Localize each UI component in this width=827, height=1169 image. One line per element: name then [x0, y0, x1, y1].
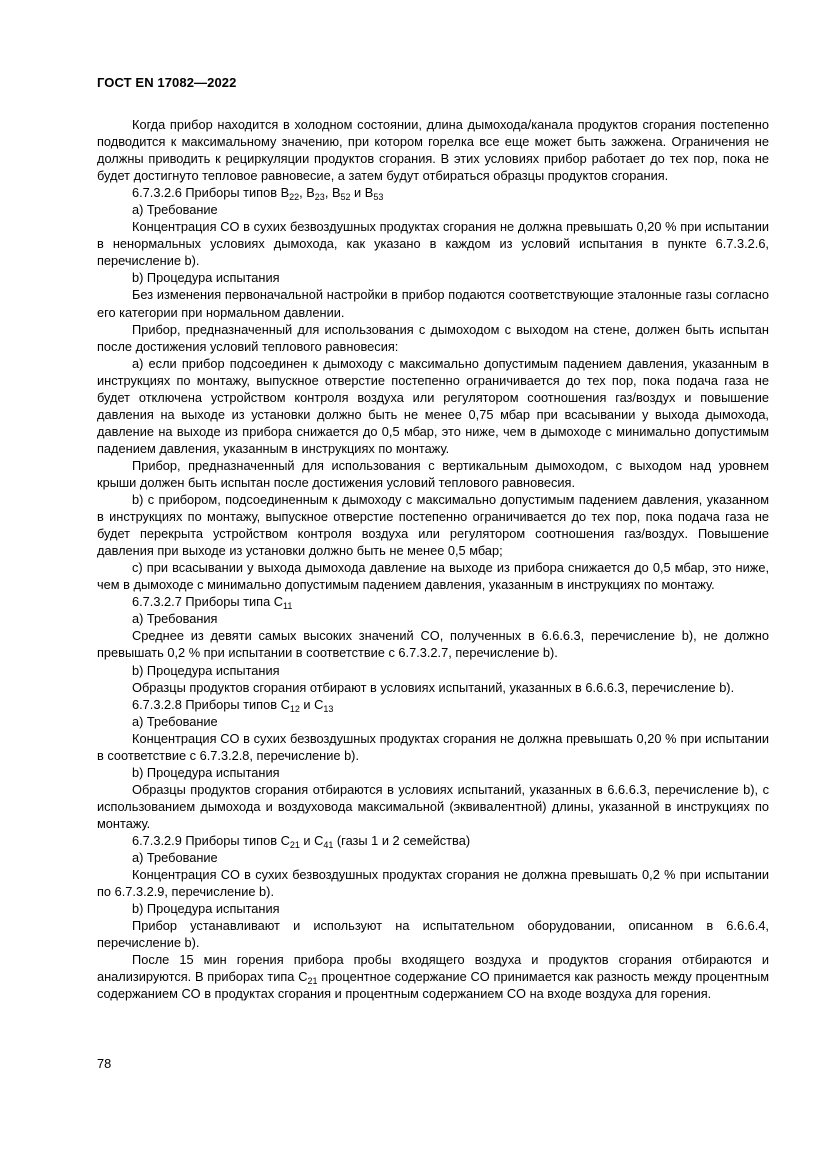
paragraph: Образцы продуктов сгорания отбирают в условиях испытаний, указанных в 6.6.6.3, перечисление b).: [132, 679, 735, 695]
clause-heading: [97, 832, 769, 849]
clause-title-text: 6.7.3.2.9 Приборы типов $C_{21}$ и $C_{41}$ (газы 1 и 2 семейства): [132, 832, 471, 850]
subheading: b) Процедура испытания: [132, 901, 280, 917]
paragraph: Без изменения первоначальной настройки в прибор подаются соответствующие эталонные газы согласно его категории при нормальном давлении.: [97, 287, 769, 320]
paragraph: Концентрация CO в сухих безвоздушных продуктах сгорания не должна превышать 0,20 % при испытании в ненормальных условиях дымохода, как указано в каждом из условий испытания в пункте 6.7.3.2.6, перечисление b).: [97, 219, 769, 269]
clause-heading: [97, 696, 769, 713]
paragraph: Прибор, предназначенный для использования с дымоходом с выходом на стене, должен быть испытан после достижения условий теплового равновесия:: [97, 321, 769, 354]
paragraph: c) при всасывании у выхода дымохода давление на выходе из прибора снижается до 0,5 мбар, это ниже, чем в дымоходе с минимально допустимым падением давления, указанным в инструкциях по монтажу.: [97, 560, 769, 593]
subheading: a) Требование: [132, 713, 218, 729]
page-number: 78: [97, 1056, 112, 1071]
paragraph: После 15 мин горения прибора пробы входящего воздуха и продуктов сгорания отбираются и анализируются. В приборах типа $C_{21}$ процентное содержание CO принимается как разность между процентным содержанием CO в продуктах сгорания и процентным содержанием CO на входе воздуха для горения.: [97, 952, 769, 1002]
document-header: ГОСТ EN 17082—2022: [97, 75, 237, 90]
subheading: a) Требование: [132, 850, 218, 866]
document-body: [97, 116, 769, 1002]
paragraph: Среднее из девяти самых высоких значений CO, полученных в 6.6.6.3, перечисление b), не должно превышать 0,2 % при испытании в соответствие с 6.7.3.2.7, перечисление b).: [97, 628, 769, 661]
subheading: a) Требование: [132, 202, 218, 218]
paragraph: Концентрация CO в сухих безвоздушных продуктах сгорания не должна превышать 0,2 % при испытании по 6.7.3.2.9, перечисление b).: [97, 867, 769, 900]
subheading: b) Процедура испытания: [132, 270, 280, 286]
subheading: a) Требования: [132, 611, 218, 627]
clause-title-text: 6.7.3.2.7 Приборы типа $C_{11}$: [132, 594, 293, 612]
paragraph: a) если прибор подсоединен к дымоходу с максимально допустимым падением давления, указанным в инструкциях по монтажу, выпускное отверстие постепенно ограничивается до тех пор, пока подача газа не будет отключена устройством контроля воздуха или регулятором соотношения газ/воздух и повышение давления на выходе из установки должно быть не менее 0,75 мбар при всасывании у выхода дымохода, давление на выходе из прибора снижается до 0,5 мбар, это ниже, чем в дымоходе с минимально допустимым падением давления, указанным в инструкциях по монтажу.: [97, 355, 769, 456]
subheading: b) Процедура испытания: [132, 764, 280, 780]
paragraph: Когда прибор находится в холодном состоянии, длина дымохода/канала продуктов сгорания постепенно подводится к максимальному значению, при котором горелка все еще может быть зажжена. Ограничения не должны приводить к рециркуляции продуктов сгорания. В этих условиях прибор работает до тех пор, пока не будет достигнуто тепловое равновесие, а затем будут отбираться образцы продуктов сгорания.: [97, 117, 769, 184]
paragraph: Прибор, предназначенный для использования с вертикальным дымоходом, с выходом над уровнем крыши должен быть испытан после достижения условий теплового равновесия.: [97, 457, 769, 490]
paragraph: Образцы продуктов сгорания отбираются в условиях испытаний, указанных в 6.6.6.3, перечисление b), с использованием дымохода и воздуховода максимальной (эквивалентной) длины, указанной в инструкциях по монтажу.: [97, 781, 769, 831]
paragraph: Прибор устанавливают и используют на испытательном оборудовании, описанном в 6.6.6.4, перечисление b).: [97, 918, 769, 951]
clause-title-text: 6.7.3.2.8 Приборы типов $C_{12}$ и $C_{13}$: [132, 696, 334, 714]
paragraph: b) с прибором, подсоединенным к дымоходу с максимально допустимым падением давления, указанном в инструкциях по монтажу, выпускное отверстие постепенно ограничивается до тех пор, пока подача газа не будет перекрыта устройством контроля воздуха или регулятором соотношения газ/воздух. Повышение давления при выходе из установки должно быть не менее 0,5 мбар;: [97, 492, 769, 559]
subheading: b) Процедура испытания: [132, 662, 280, 678]
clause-title-text: 6.7.3.2.6 Приборы типов $B_{22}$, $B_{23}$, $B_{52}$ и $B_{53}$: [132, 185, 384, 203]
clause-heading: [97, 184, 769, 201]
clause-heading: [97, 593, 769, 610]
paragraph: Концентрация CO в сухих безвоздушных продуктах сгорания не должна превышать 0,20 % при испытании в соответствие с 6.7.3.2.8, перечисление b).: [97, 730, 769, 763]
